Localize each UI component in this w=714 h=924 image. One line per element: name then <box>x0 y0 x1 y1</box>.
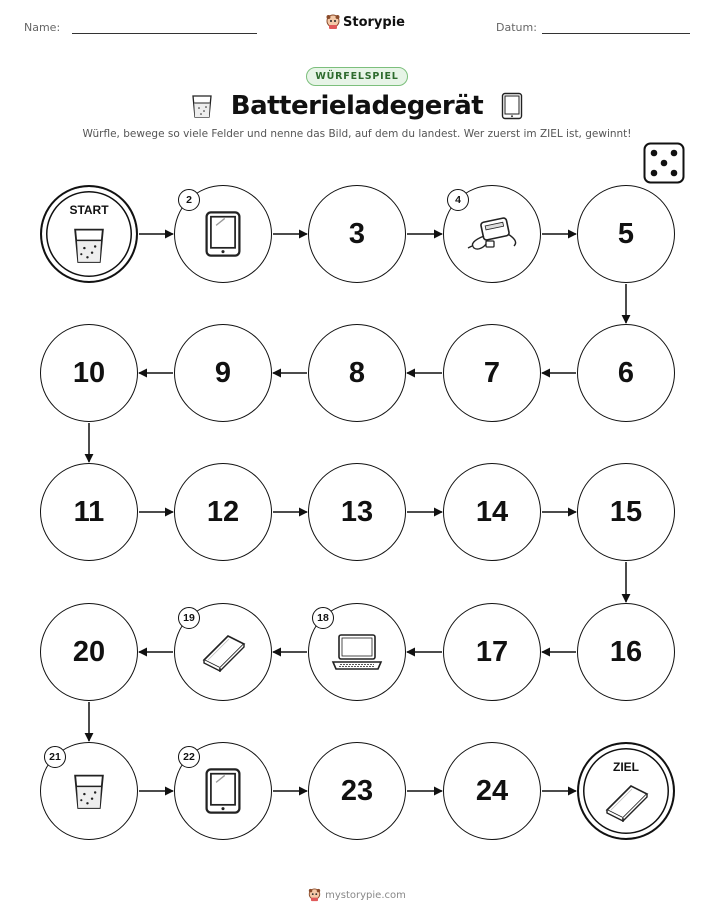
finish-label: ZIEL <box>613 760 639 774</box>
cell-number: 10 <box>72 356 106 389</box>
board-cell-24 <box>443 742 541 840</box>
charger-icon <box>464 214 520 254</box>
laptop-icon <box>330 632 384 672</box>
board-cell-14 <box>443 463 541 561</box>
board-cell-12 <box>174 463 272 561</box>
cell-number-tag: 18 <box>312 607 334 629</box>
cell-number: 8 <box>348 356 366 389</box>
start-cell <box>40 185 138 283</box>
board-cell-10 <box>40 324 138 422</box>
board-cell-13 <box>308 463 406 561</box>
cell-number: 23 <box>340 774 374 807</box>
cell-number: 3 <box>348 217 366 250</box>
board-cell-4 <box>443 185 541 283</box>
footer-url: mystorypie.com <box>325 889 406 901</box>
start-label: START <box>69 203 109 217</box>
tablet-icon <box>204 209 242 259</box>
board-cell-17 <box>443 603 541 701</box>
date-label: Datum: <box>496 21 537 34</box>
board-cell-18 <box>308 603 406 701</box>
instructions: Würfle, bewege so viele Felder und nenne das Bild, auf dem du landest. Wer zuerst im ZIEL ist, gewinnt! <box>82 128 632 140</box>
board-cell-7 <box>443 324 541 422</box>
board-cell-21 <box>40 742 138 840</box>
book-icon <box>601 782 651 827</box>
glass-icon <box>72 771 106 811</box>
board-cell-9 <box>174 324 272 422</box>
board-cell-23 <box>308 742 406 840</box>
cell-number: 16 <box>609 635 643 668</box>
brand-name: Storypie <box>343 14 405 30</box>
glass-icon <box>72 225 106 270</box>
board-cell-6 <box>577 324 675 422</box>
cell-number: 24 <box>475 774 509 807</box>
board-cell-15 <box>577 463 675 561</box>
finish-cell <box>577 742 675 840</box>
cell-number-tag: 4 <box>447 189 469 211</box>
board-cell-3 <box>308 185 406 283</box>
footer <box>0 888 714 902</box>
tablet-icon <box>204 766 242 816</box>
board-cell-2 <box>174 185 272 283</box>
cell-number: 6 <box>617 356 635 389</box>
cell-number: 14 <box>475 495 509 528</box>
page-title: Batterieladegerät <box>230 91 484 121</box>
cell-number-tag: 21 <box>44 746 66 768</box>
storypie-logo-icon <box>308 888 321 902</box>
board-cell-8 <box>308 324 406 422</box>
board-cell-5 <box>577 185 675 283</box>
cell-number-tag: 19 <box>178 607 200 629</box>
cell-number: 11 <box>73 495 105 528</box>
board-cell-19 <box>174 603 272 701</box>
cell-number: 15 <box>609 495 643 528</box>
cell-number: 17 <box>475 635 509 668</box>
cell-number: 20 <box>72 635 106 668</box>
cell-number: 12 <box>206 495 240 528</box>
name-label: Name: <box>24 21 61 34</box>
board-cell-20 <box>40 603 138 701</box>
cell-number-tag: 22 <box>178 746 200 768</box>
cell-number: 13 <box>340 495 374 528</box>
board-cell-11 <box>40 463 138 561</box>
cell-number: 5 <box>617 217 635 250</box>
board-cell-16 <box>577 603 675 701</box>
game-type-badge: WÜRFELSPIEL <box>306 67 407 86</box>
book-icon <box>198 632 248 672</box>
cell-number: 7 <box>483 356 501 389</box>
board-cell-22 <box>174 742 272 840</box>
cell-number-tag: 2 <box>178 189 200 211</box>
cell-number: 9 <box>214 356 232 389</box>
